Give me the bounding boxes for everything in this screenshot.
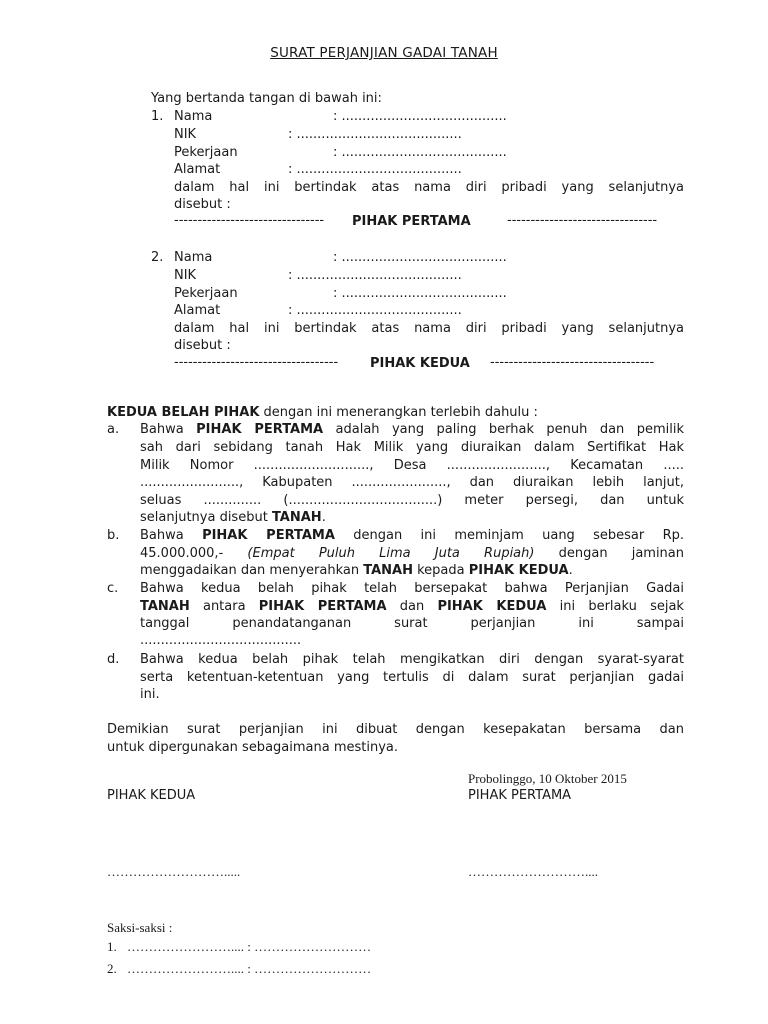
clause-b-line-2	[140, 546, 684, 561]
party-2-acting-line: dalam hal ini bertindak atas nama diri pribadi yang selanjutnya	[174, 321, 684, 336]
clause-c-l2-mid-2: dan	[386, 599, 438, 614]
place-date: Probolinggo, 10 Oktober 2015	[468, 771, 627, 786]
witness-2-number: 2.	[107, 961, 117, 976]
clause-b-l1-pre: Bahwa	[140, 528, 203, 543]
preamble-rest: dengan ini menerangkan terlebih dahulu :	[259, 405, 538, 420]
clause-d-line-3: ini.	[140, 687, 160, 702]
party-1-name-label: Nama	[174, 109, 213, 124]
witness-1-number: 1.	[107, 939, 117, 954]
clause-c-l2-bold-1: TANAH	[140, 599, 190, 614]
clause-a-l1-pre: Bahwa	[140, 422, 197, 437]
party-1-nik-value: : ........................................	[288, 127, 462, 142]
party-1-name-value: : ........................................	[333, 109, 507, 124]
clause-a-l6-post: .	[321, 510, 326, 525]
closing-line-1: Demikian surat perjanjian ini dibuat dengan kesepakatan bersama dan	[107, 722, 684, 737]
party-1-number: 1.	[151, 109, 164, 124]
party-1-address-label: Alamat	[174, 162, 221, 177]
party-1-job-label: Pekerjaan	[174, 145, 238, 160]
clause-a-l1-bold: PIHAK PERTAMA	[196, 422, 324, 437]
clause-a-line-3: Milik Nomor ............................, Desa ........................, Kecamatan .....	[140, 458, 684, 473]
clause-b-line-1	[140, 528, 684, 543]
clause-d-line-2: serta ketentuan-ketentuan yang tertulis di dalam surat perjanjian gadai	[140, 670, 684, 685]
clause-b-l3-pre: menggadaikan dan menyerahkan	[140, 563, 364, 578]
party-2-number: 2.	[151, 250, 164, 265]
clause-c-marker: c.	[107, 581, 119, 596]
party-1-job-value: : ........................................	[333, 145, 507, 160]
clause-b-l2-italic: (Empat Puluh Lima Juta Rupiah)	[247, 546, 535, 561]
clause-c-l2-bold-3: PIHAK KEDUA	[437, 599, 547, 614]
witness-2-line: …………………….... : ………………………	[127, 961, 372, 976]
party-2-separator-left: -----------------------------------	[174, 355, 339, 370]
clause-b-l1-post: dengan ini meminjam uang sebesar Rp.	[334, 528, 684, 543]
party-1-separator-right: --------------------------------	[507, 213, 658, 228]
clause-a-l6-pre: selanjutnya disebut	[140, 510, 272, 525]
clause-c-l2-post: ini berlaku sejak	[546, 599, 684, 614]
closing-line-2: untuk dipergunakan sebagaimana mestinya.	[107, 740, 399, 755]
clause-a-l6-bold: TANAH	[271, 510, 322, 525]
party-2-nik-label: NIK	[174, 268, 197, 283]
clause-c-line-4: .......................................	[140, 633, 302, 648]
clause-c-l3-text: tanggal penandatanganan surat perjanjian ini sampai	[140, 616, 684, 631]
sign-right-dots: ………………………....	[468, 864, 598, 879]
party-2-address-value: : ........................................	[288, 303, 462, 318]
party-2-separator-right: -----------------------------------	[490, 355, 655, 370]
clause-c-line-1: Bahwa kedua belah pihak telah bersepakat bahwa Perjanjian Gadai	[140, 581, 684, 596]
clause-b-marker: b.	[107, 528, 120, 543]
clause-a-line-5: seluas .............. (....................................) meter persegi, dan untuk	[140, 493, 684, 508]
preamble-bold: KEDUA BELAH PIHAK	[107, 405, 260, 420]
clause-b-l3-bold-2: PIHAK KEDUA	[468, 563, 569, 578]
intro-text: Yang bertanda tangan di bawah ini:	[151, 91, 382, 106]
sign-left-dots: ……………………….....	[107, 864, 241, 879]
party-1-nik-label: NIK	[174, 127, 197, 142]
party-1-separator-left: --------------------------------	[174, 213, 325, 228]
party-2-name-label: Nama	[174, 250, 213, 265]
sign-left-label: PIHAK KEDUA	[107, 788, 196, 803]
clause-b-l3-mid: kepada	[412, 563, 469, 578]
party-2-address-label: Alamat	[174, 303, 221, 318]
clause-a-line-4: ........................, Kabupaten ......................., dan diuraikan lebih lanjut,	[140, 475, 684, 490]
party-2-job-label: Pekerjaan	[174, 286, 238, 301]
party-2-name-value: : ........................................	[333, 250, 507, 265]
clause-b-l3-post: .	[568, 563, 573, 578]
clause-d-marker: d.	[107, 652, 120, 667]
party-2-role: PIHAK KEDUA	[370, 356, 470, 371]
party-1-acting-line: dalam hal ini bertindak atas nama diri pribadi yang selanjutnya	[174, 180, 684, 195]
document-title: SURAT PERJANJIAN GADAI TANAH	[270, 45, 498, 61]
witness-1-line: …………………….... : ………………………	[127, 939, 372, 954]
party-1-address-value: : ........................................	[288, 162, 462, 177]
clause-a-marker: a.	[107, 422, 120, 437]
party-2-disebut: disebut :	[174, 338, 231, 353]
party-2-job-value: : ........................................	[333, 286, 507, 301]
preamble	[107, 405, 538, 420]
party-2-nik-value: : ........................................	[288, 268, 462, 283]
clause-b-l1-bold: PIHAK PERTAMA	[202, 528, 335, 543]
clause-c-l2-bold-2: PIHAK PERTAMA	[258, 599, 387, 614]
clause-a-line-1	[140, 422, 684, 437]
sign-right-label: PIHAK PERTAMA	[468, 788, 572, 803]
clause-b-line-3	[140, 563, 573, 578]
clause-a-line-6	[140, 510, 326, 525]
clause-b-l3-bold-1: TANAH	[363, 563, 413, 578]
clause-b-l2-pre: 45.000.000,-	[140, 546, 248, 561]
party-1-role: PIHAK PERTAMA	[352, 214, 471, 229]
witness-title: Saksi-saksi :	[107, 920, 173, 935]
clause-d-line-1: Bahwa kedua belah pihak telah mengikatkan diri dengan syarat-syarat	[140, 652, 684, 667]
clause-c-l2-mid-1: antara	[189, 599, 259, 614]
clause-c-line-2	[140, 599, 684, 614]
clause-a-l1-post: adalah yang paling berhak penuh dan pemilik	[323, 422, 684, 437]
clause-a-line-2: sah dari sebidang tanah Hak Milik yang diuraikan dalam Sertifikat Hak	[140, 440, 684, 455]
party-1-disebut: disebut :	[174, 197, 231, 212]
clause-b-l2-post: dengan jaminan	[534, 546, 685, 561]
clause-c-line-3	[140, 616, 684, 631]
